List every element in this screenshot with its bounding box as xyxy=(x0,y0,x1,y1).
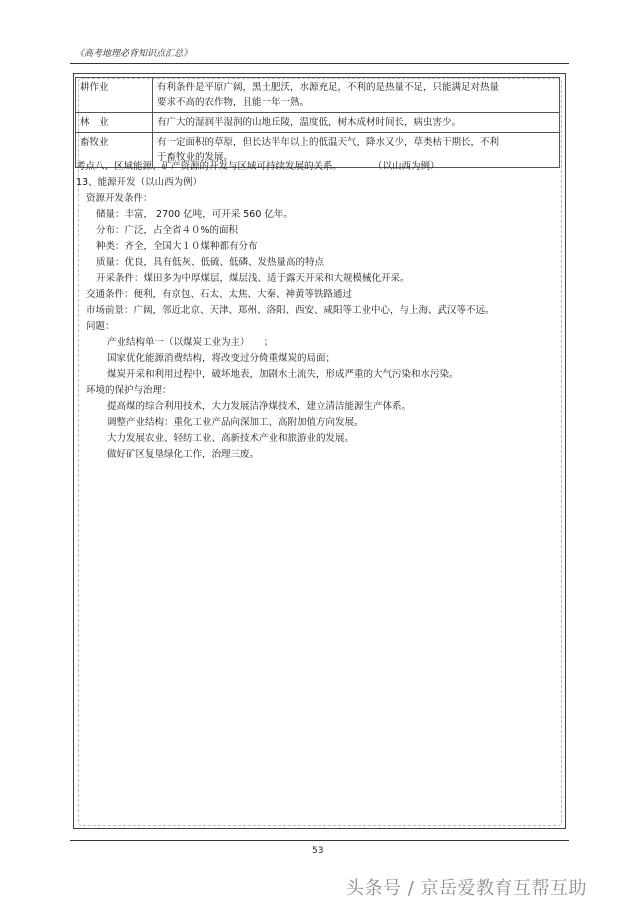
row-text-line: 有一定面积的草原，但长达半年以上的低温天气，降水又少，草类枯干期长，不利 xyxy=(157,137,500,148)
environment-item: 提高煤的综合利用技术，大力发展洁净煤技术，建立清洁能源生产体系。 xyxy=(107,401,412,412)
header-title: 《高考地理必背知识点汇总》 xyxy=(75,49,193,59)
quality-text: 质量：优良，具有低灰、低硫、低磷、发热量高的特点 xyxy=(96,257,325,268)
problem-item: 煤炭开采和利用过程中，破坏地表，加剧水土流失，形成严重的大气污染和水污染。 xyxy=(107,369,459,380)
environment-heading: 环境的保护与治理： xyxy=(86,385,172,396)
environment-item: 做好矿区复垦绿化工作，治理三废。 xyxy=(107,449,260,460)
environment-item: 大力发展农业、轻纺工业、高新技术产业和旅游业的发展。 xyxy=(107,433,355,444)
reserves-text: 储量：丰富， 2700 亿吨，可开采 560 亿年。 xyxy=(96,209,293,220)
section-heading: 13、能源开发（以山西为例） xyxy=(76,177,203,188)
resource-conditions-heading: 资源开发条件： xyxy=(86,193,153,204)
distribution-text: 分布：广泛，占全省４０%的面积 xyxy=(96,225,239,236)
kaodian-example: （以山西为例） xyxy=(373,161,440,172)
types-text: 种类：齐全，全国大１０煤种都有分布 xyxy=(96,241,258,252)
problem-item: 国家优化能源消费结构，将改变过分倚重煤炭的局面； xyxy=(107,353,336,364)
row-text-line: 有广大的湿润半湿润的山地丘陵，温度低，树木成材时间长，病虫害少。 xyxy=(157,117,462,128)
header-rule xyxy=(70,63,569,64)
page-number: 53 xyxy=(312,846,324,856)
footer-rule xyxy=(70,840,569,841)
row-text xyxy=(153,113,560,133)
row-text-line: 于畜牧业的发展。 xyxy=(157,152,234,163)
agriculture-table xyxy=(75,77,560,168)
transport-text: 交通条件：便利，有京包、石太、太焦、大秦、神黄等铁路通过 xyxy=(86,289,353,300)
problems-heading: 问题： xyxy=(86,321,115,332)
row-label: 耕作业 xyxy=(76,78,153,113)
table-row xyxy=(76,78,560,113)
row-label: 畜牧业 xyxy=(76,133,153,168)
row-text xyxy=(153,78,560,113)
kaodian-heading xyxy=(76,160,440,174)
row-label: 林 业 xyxy=(76,113,153,133)
market-text: 市场前景：广阔，邻近北京、天津、郑州、洛阳、西安、咸阳等工业中心，与上海、武汉等不远。 xyxy=(86,305,495,316)
table-row xyxy=(76,113,560,133)
kaodian-title: 考点八、区域能源、矿产资源的开发与区域可持续发展的关系。 xyxy=(76,161,343,172)
problem-item: 产业结构单一（以煤炭工业为主） ； xyxy=(107,337,274,348)
environment-item: 调整产业结构：重化工业产品向深加工、高附加值方向发展。 xyxy=(107,417,364,428)
row-text-line: 要求不高的农作物，且能一年一熟。 xyxy=(157,97,310,108)
watermark: 头条号 / 京岳爱教育互帮互助 xyxy=(346,878,588,899)
row-text-line: 有利条件是平原广阔，黑土肥沃，水源充足，不利的是热量不足，只能满足对热量 xyxy=(157,82,500,93)
mining-conditions-text: 开采条件：煤田多为中厚煤层，煤层浅、适于露天开采和大规模械化开采。 xyxy=(96,273,410,284)
